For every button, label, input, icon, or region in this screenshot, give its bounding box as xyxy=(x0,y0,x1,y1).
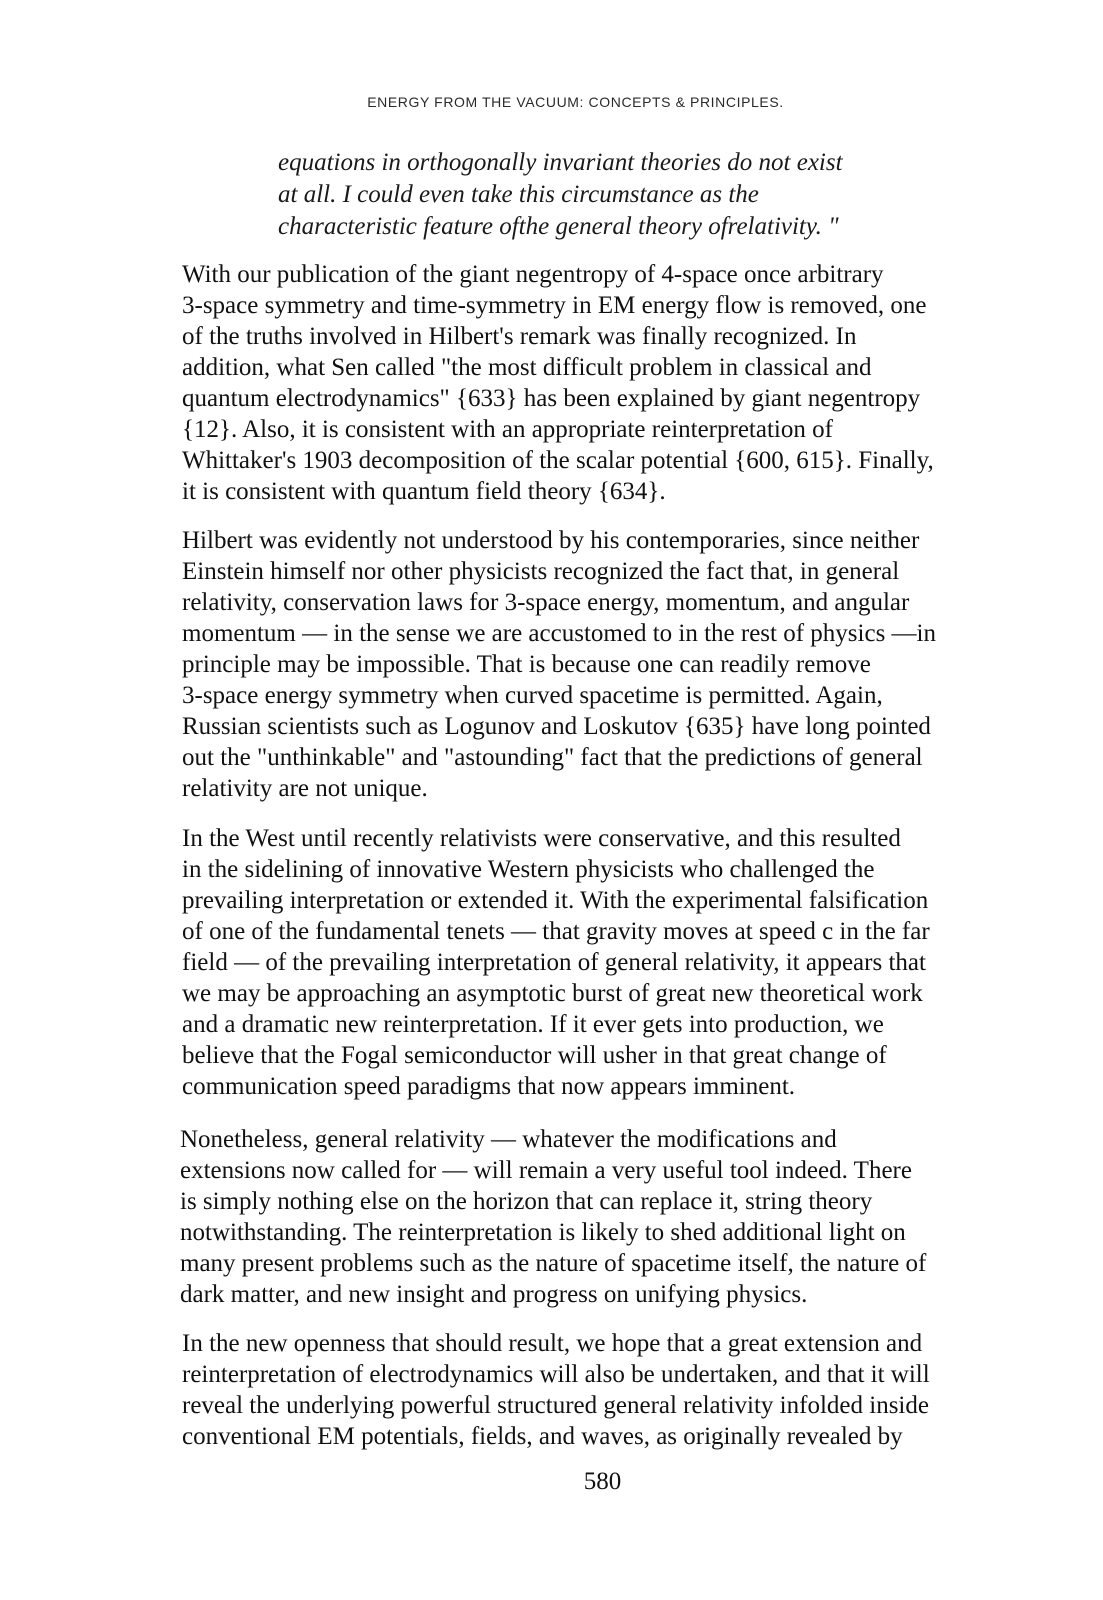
text-line: quantum electrodynamics" {633} has been explained by giant negentropy xyxy=(182,385,921,412)
text-line: it is consistent with quantum field theory {634}. xyxy=(182,478,666,505)
text-line: With our publication of the giant negentropy of 4-space once arbitrary xyxy=(182,261,884,288)
text-line: relativity, conservation laws for 3-space energy, momentum, and angular xyxy=(182,589,910,616)
text-line: field — of the prevailing interpretation of general relativity, it appears that xyxy=(182,949,926,976)
text-line: Einstein himself nor other physicists recognized the fact that, in general xyxy=(182,558,900,585)
text-line: addition, what Sen called "the most difficult problem in classical and xyxy=(182,354,872,381)
text-line: In the West until recently relativists were conservative, and this resulted xyxy=(182,825,901,852)
paragraph-4 xyxy=(180,1124,1042,1310)
text-line: Nonetheless, general relativity — whatever the modifications and xyxy=(180,1126,837,1153)
text-line: {12}. Also, it is consistent with an appropriate reinterpretation of xyxy=(182,416,833,443)
text-line: in the sidelining of innovative Western physicists who challenged the xyxy=(182,856,875,883)
text-line: relativity are not unique. xyxy=(182,775,428,802)
text-line: communication speed paradigms that now appears imminent. xyxy=(182,1073,796,1100)
text-line: of the truths involved in Hilbert's remark was finally recognized. In xyxy=(182,323,857,350)
text-line: reinterpretation of electrodynamics will also be undertaken, and that it will xyxy=(182,1361,930,1388)
page-number: 580 xyxy=(583,1468,622,1495)
text-line: reveal the underlying powerful structured general relativity infolded inside xyxy=(182,1392,929,1419)
text-line: 3-space symmetry and time-symmetry in EM energy flow is removed, one xyxy=(182,292,927,319)
text-line: many present problems such as the nature of spacetime itself, the nature of xyxy=(180,1250,927,1277)
text-line: momentum — in the sense we are accustomed to in the rest of physics —in xyxy=(182,620,936,647)
text-line: notwithstanding. The reinterpretation is likely to shed additional light on xyxy=(180,1219,906,1246)
text-line: Russian scientists such as Logunov and Loskutov {635} have long pointed xyxy=(182,713,931,740)
text-line: we may be approaching an asymptotic burst of great new theoretical work xyxy=(182,980,923,1007)
text-line: dark matter, and new insight and progress on unifying physics. xyxy=(180,1281,808,1308)
text-line: 3-space energy symmetry when curved spacetime is permitted. Again, xyxy=(182,682,883,709)
paragraph-3 xyxy=(182,823,1044,1102)
text-line: out the "unthinkable" and "astounding" fact that the predictions of general xyxy=(182,744,923,771)
text-line: is simply nothing else on the horizon that can replace it, string theory xyxy=(180,1188,873,1215)
block-quote xyxy=(278,147,958,243)
paragraph-5 xyxy=(182,1328,1044,1452)
text-line: conventional EM potentials, fields, and waves, as originally revealed by xyxy=(182,1423,903,1450)
quote-line: characteristic feature ofthe general theory ofrelativity. " xyxy=(278,213,839,240)
quote-line: equations in orthogonally invariant theories do not exist xyxy=(278,149,843,176)
text-line: principle may be impossible. That is because one can readily remove xyxy=(182,651,871,678)
running-header: ENERGY FROM THE VACUUM: CONCEPTS & PRINCIPLES. xyxy=(367,94,784,110)
text-line: prevailing interpretation or extended it. With the experimental falsification xyxy=(182,887,929,914)
paragraph-1 xyxy=(182,259,1044,507)
text-line: believe that the Fogal semiconductor will usher in that great change of xyxy=(182,1042,887,1069)
text-line: of one of the fundamental tenets — that gravity moves at speed c in the far xyxy=(182,918,930,945)
text-line: and a dramatic new reinterpretation. If it ever gets into production, we xyxy=(182,1011,884,1038)
text-line: In the new openness that should result, we hope that a great extension and xyxy=(182,1330,923,1357)
text-line: Hilbert was evidently not understood by his contemporaries, since neither xyxy=(182,527,920,554)
text-line: Whittaker's 1903 decomposition of the scalar potential {600, 615}. Finally, xyxy=(182,447,934,474)
quote-line: at all. I could even take this circumstance as the xyxy=(278,181,759,208)
paragraph-2 xyxy=(182,525,1044,804)
text-line: extensions now called for — will remain a very useful tool indeed. There xyxy=(180,1157,912,1184)
